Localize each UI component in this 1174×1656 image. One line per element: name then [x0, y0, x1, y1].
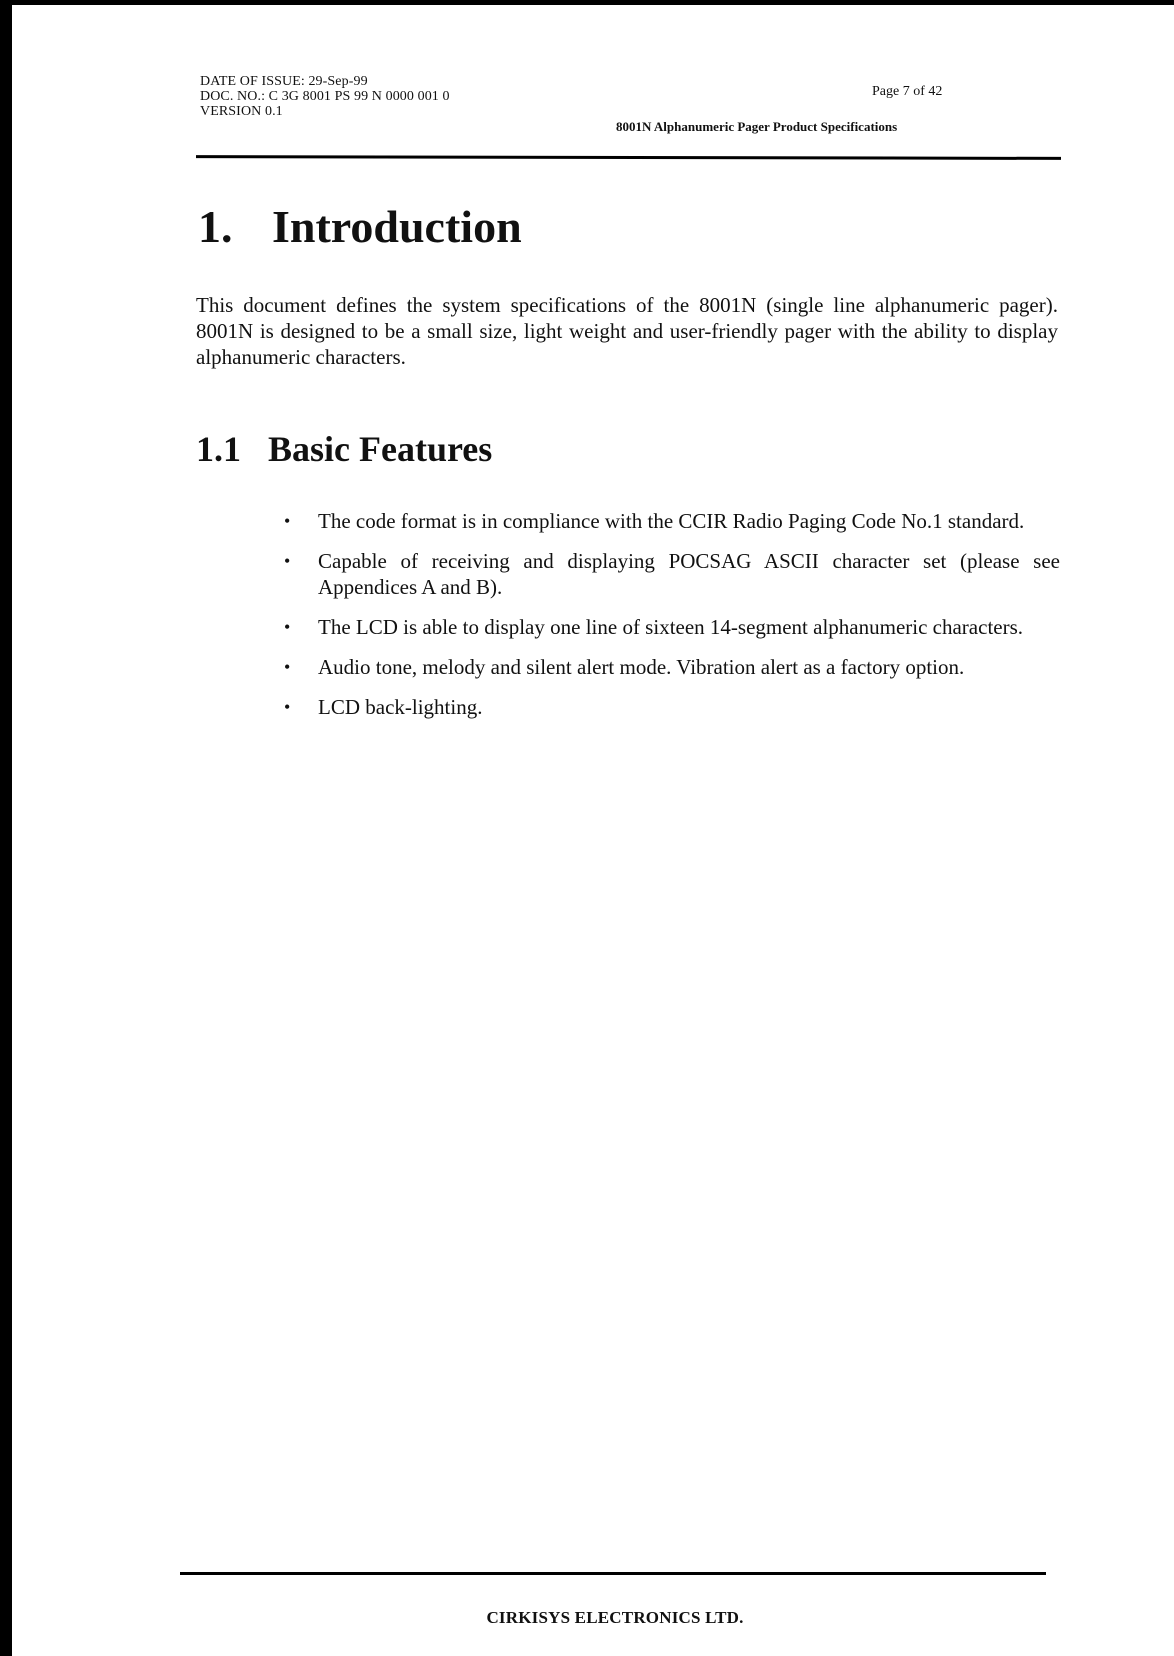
- version: VERSION 0.1: [200, 104, 283, 119]
- list-item: [270, 508, 1060, 534]
- list-item: [270, 548, 1060, 600]
- list-item: [270, 614, 1060, 640]
- bullet-icon: •: [284, 697, 291, 717]
- document-header-info: [200, 74, 450, 119]
- bullet-icon: •: [284, 551, 291, 571]
- scan-border-left: [0, 0, 12, 1656]
- list-item: [270, 694, 1060, 720]
- footer-divider: [180, 1572, 1046, 1575]
- feature-list: [270, 508, 1060, 734]
- company-name: CIRKISYS ELECTRONICS LTD.: [486, 1608, 744, 1627]
- subsection-number: 1.1: [196, 429, 241, 469]
- subsection-heading: [196, 428, 492, 470]
- header-divider: [196, 155, 1061, 160]
- list-item-text: Capable of receiving and displaying POCSAG ASCII character set (please see Appendices A and B).: [318, 549, 1060, 599]
- section-title: Introduction: [272, 201, 522, 252]
- date-of-issue: DATE OF ISSUE: 29-Sep-99: [200, 74, 368, 89]
- list-item-text: LCD back-lighting.: [318, 695, 483, 719]
- intro-paragraph: This document defines the system specifications of the 8001N (single line alphanumeric pager). 8001N is designed to be a small size, light weight and user-friendly pager with the ability to display alphanumeric characters.: [196, 293, 1058, 369]
- page-number: Page 7 of 42: [872, 84, 943, 99]
- section-heading: [198, 200, 522, 253]
- list-item-text: The code format is in compliance with the CCIR Radio Paging Code No.1 standard.: [318, 509, 1025, 533]
- footer-company-name: [0, 1608, 1174, 1628]
- scan-border-top: [12, 0, 1174, 5]
- list-item: [270, 654, 1060, 680]
- bullet-icon: •: [284, 617, 291, 637]
- bullet-icon: •: [284, 511, 291, 531]
- document-title: 8001N Alphanumeric Pager Product Specifications: [616, 119, 898, 134]
- section-number: 1.: [198, 201, 233, 252]
- list-item-text: Audio tone, melody and silent alert mode. Vibration alert as a factory option.: [318, 655, 965, 679]
- document-number: DOC. NO.: C 3G 8001 PS 99 N 0000 001 0: [200, 89, 450, 104]
- list-item-text: The LCD is able to display one line of sixteen 14-segment alphanumeric characters.: [318, 615, 1024, 639]
- subsection-title: Basic Features: [268, 429, 493, 469]
- bullet-icon: •: [284, 657, 291, 677]
